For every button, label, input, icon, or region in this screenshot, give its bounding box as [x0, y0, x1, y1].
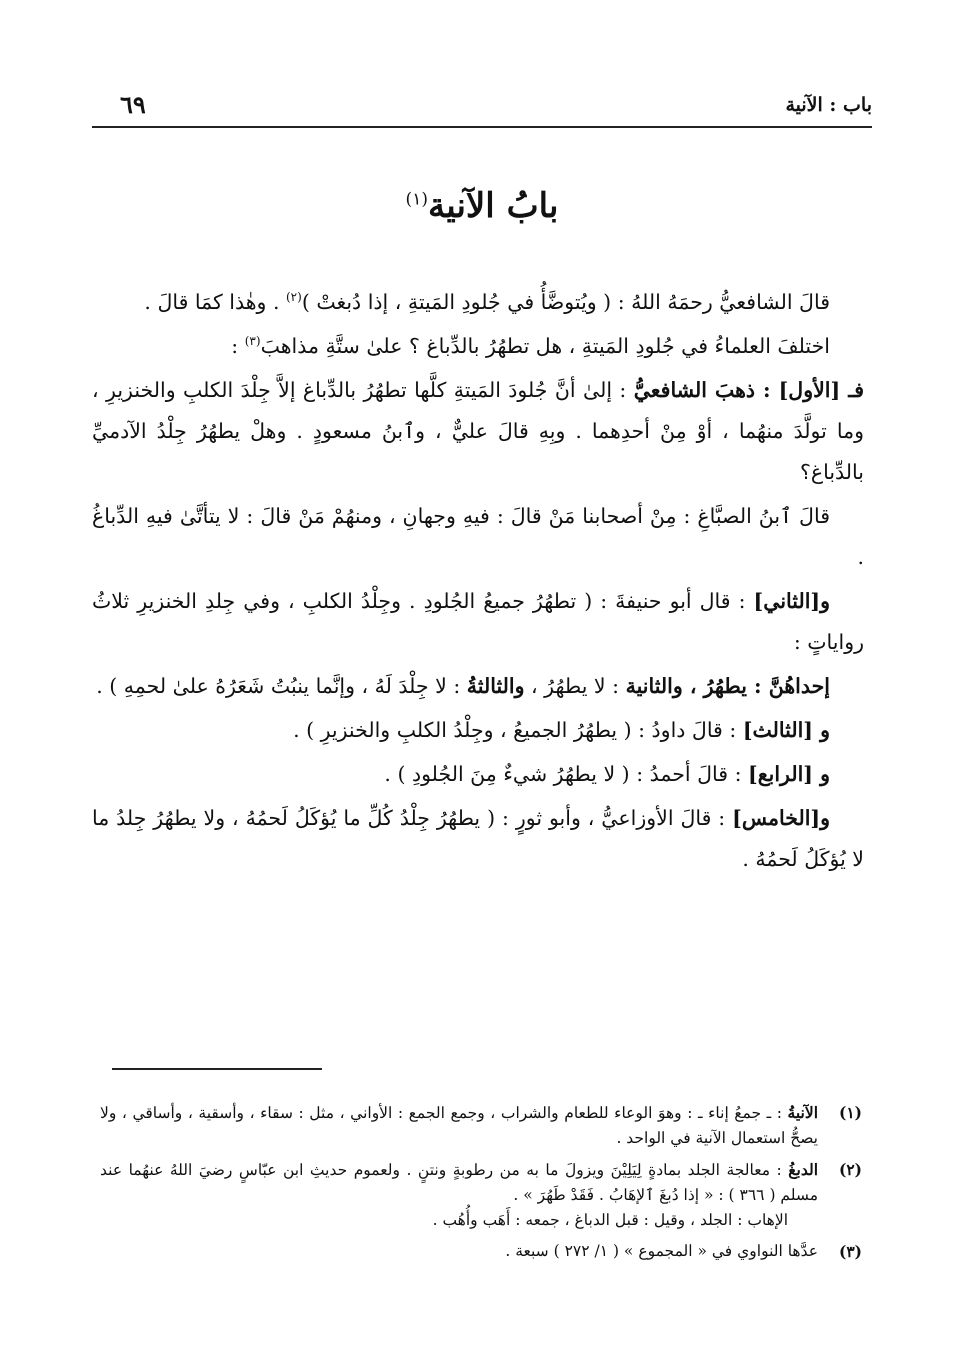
bold-heading-run: والثالثةُ	[466, 674, 525, 698]
text-run: : قال أبو حنيفةَ : ( تطهُرُ جميعُ الجُلودِ . وجِلْدُ الكلبِ ، وفي جِلدِ الخنزيرِ ثلاثُ رواياتٍ :	[92, 589, 864, 654]
paragraph	[92, 496, 864, 578]
bold-heading-run: إحداهُنَّ : يطهُرُ ، والثانية	[625, 674, 830, 698]
footnote	[100, 1239, 862, 1264]
chapter-title-note-ref: (١)	[405, 189, 428, 210]
running-title: باب : الآنية	[785, 94, 872, 116]
footnote	[100, 1100, 862, 1151]
running-header	[92, 90, 872, 124]
paragraph	[92, 282, 864, 323]
footnote-number: (٣)	[838, 1242, 862, 1261]
text-run: : قالَ داودُ : ( يطهُرُ الجميعُ ، وجِلْدُ الكلبِ والخنزيرِ ) .	[293, 718, 743, 742]
text-run: :	[231, 334, 245, 358]
paragraph	[92, 754, 864, 795]
bold-heading-run: و[الخامس]	[732, 806, 830, 830]
footnote-rule	[112, 1068, 322, 1070]
text-run: : لا يطهُرُ ،	[524, 674, 626, 698]
paragraph	[92, 666, 864, 707]
footnote	[100, 1157, 862, 1233]
footnote-ref: (٢)	[285, 290, 302, 305]
paragraph	[92, 326, 864, 367]
footnote-text: : معالجة الجلد بمادةٍ لِيَلِيْنَ ويزولَ ما به من رطوبةٍ ونتنٍ . ولعموم حديثِ ابن عبّاسٍ رضيَ اللهُ عنهُما عند مسلم ( ٣٦٦ ) : « إذا دُبغَ ٱلإهَابُ . فَقَدْ طَهُرَ » .	[100, 1161, 818, 1204]
page-number: ٦٩	[120, 90, 146, 119]
paragraph	[92, 370, 864, 493]
footnote-ref: (٣)	[244, 334, 261, 349]
bold-heading-run: فـ [الأول] : ذهبَ الشافعيُّ	[633, 378, 865, 402]
text-run: : لا جِلْدَ لَهُ ، وإنَّما ينبُتُ شَعَرُهُ علىٰ لحمِهِ ) .	[96, 674, 467, 698]
bold-heading-run: و[الثاني]	[753, 589, 830, 613]
text-run: : إلىٰ أنَّ جُلودَ المَيتةِ كلَّها تطهُرُ بالدِّباغ إلاَّ جِلْدَ الكلبِ والخنزيرِ ، وما تولَّدَ منهُما ، أوْ مِنْ أحدِهما . وبِهِ قالَ عليٌّ ، وٱبنُ مسعودٍ . وهلْ يطهُرُ جِلْدُ الآدميِّ بالدِّباغ؟	[92, 378, 864, 484]
footnote-text: عدَّها النواوي في « المجموع » ( ١/ ٢٧٢ ) سبعة .	[505, 1242, 818, 1260]
chapter-title-text: بابُ الآنية	[427, 186, 559, 226]
footnote-text: : ـ جمعُ إناء ـ : وهوَ الوعاء للطعام والشراب ، وجمع الجمع : الأواني ، مثل : سقاء ، وأسقية ، وأساقي ، ولا يصحُّ استعمال الآنية في الواحد .	[100, 1104, 818, 1147]
text-run: . وهٰذا كمَا قالَ .	[144, 290, 286, 314]
paragraph	[92, 798, 864, 880]
bold-heading-run: و [الثالث]	[742, 718, 830, 742]
footnote-subnote: الإهاب : الجلد ، وقيل : قبل الدباغ ، جمعه : أَهَب وأُهُب .	[432, 1211, 788, 1229]
footnote-term: الآنيةُ	[787, 1103, 818, 1122]
text-run: قالَ الشافعيُّ رحمَهُ اللهُ : ( ويُتوضَّأُ في جُلودِ المَيتةِ ، إذا دُبغتْ )	[301, 290, 830, 314]
footnote-number: (١)	[838, 1103, 862, 1122]
text-run: قالَ ٱبنُ الصبَّاغِ : مِنْ أصحابنا مَنْ قالَ : فيهِ وجهانِ ، ومنهُمْ مَنْ قالَ : لا يتأتَّىٰ فيهِ الدِّباغُ .	[92, 504, 864, 569]
text-run: : قالَ أحمدُ : ( لا يطهُرُ شيءٌ مِنَ الجُلودِ ) .	[384, 762, 748, 786]
bold-heading-run: و [الرابع]	[748, 762, 830, 786]
footnotes	[100, 1100, 862, 1270]
paragraph	[92, 581, 864, 663]
text-run: : قالَ الأوزاعيُّ ، وأبو ثورٍ : ( يطهُرُ جِلْدُ كُلِّ ما يُؤكَلُ لَحمُهُ ، ولا يطهُرُ جِلدُ ما لا يُؤكَلُ لَحمُهُ .	[92, 806, 864, 871]
footnote-number: (٢)	[838, 1160, 862, 1179]
chapter-title	[92, 186, 872, 226]
header-rule	[92, 126, 872, 128]
text-run: اختلفَ العلماءُ في جُلودِ المَيتةِ ، هل تطهُرُ بالدِّباغ ؟ علىٰ ستَّةِ مذاهبَ	[260, 334, 830, 358]
body-text	[92, 282, 864, 883]
footnote-term: الدبغُ	[788, 1160, 818, 1179]
paragraph	[92, 710, 864, 751]
